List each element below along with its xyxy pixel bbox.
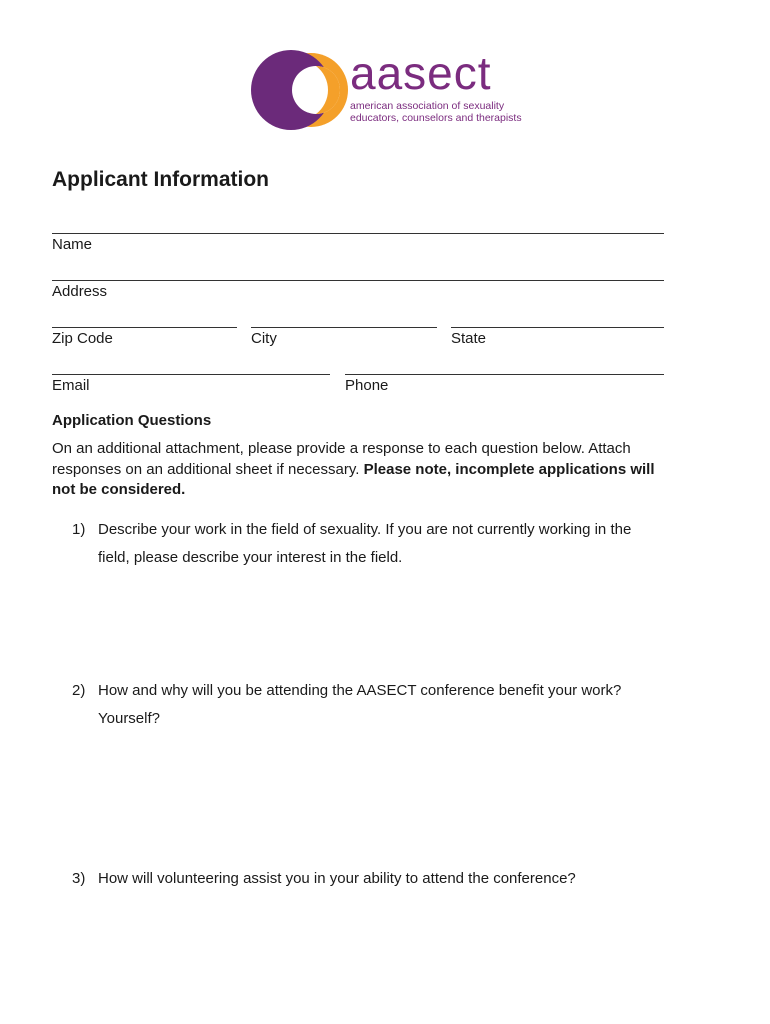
address-field[interactable] [52,280,664,300]
aasect-logo [250,48,530,132]
question-item [72,865,652,893]
question-number: 2) [72,682,86,699]
question-number: 1) [72,521,86,538]
intro-bold-note: Please note, incomplete applications will not be considered. [52,460,655,498]
city-field[interactable] [251,327,437,347]
question-item [72,677,652,733]
email-label: Email [52,377,90,394]
intro-paragraph [52,439,672,501]
phone-field[interactable] [345,374,664,394]
logo-tagline [350,100,550,124]
logo-tagline-line2: educators, counselors and therapists [350,112,522,124]
question-item [72,516,652,572]
name-field[interactable] [52,233,664,253]
state-field[interactable] [451,327,664,347]
logo-tagline-line1: american association of sexuality [350,100,505,112]
logo-mark-icon [250,48,350,132]
question-number: 3) [72,870,86,887]
city-label: City [251,330,277,347]
zip-code-field[interactable] [52,327,237,347]
zip-code-label: Zip Code [52,330,113,347]
logo-wordmark: aasect [350,47,492,99]
question-text: How and why will you be attending the AASECT conference benefit your work? Yourself? [98,682,622,727]
address-label: Address [52,283,108,300]
phone-label: Phone [345,377,389,394]
question-text: How will volunteering assist you in your ability to attend the conference? [98,870,576,887]
intro-text: On an additional attachment, please provide a response to each question below. Attach responses on an additional sheet if necessary. [52,440,631,478]
page-title: Applicant Information [52,168,269,191]
name-label: Name [52,236,93,253]
email-field[interactable] [52,374,330,394]
state-label: State [451,330,487,347]
section-title: Application Questions [52,412,212,429]
question-text: Describe your work in the field of sexuality. If you are not currently working in the field, please describe your interest in the field. [98,521,632,566]
